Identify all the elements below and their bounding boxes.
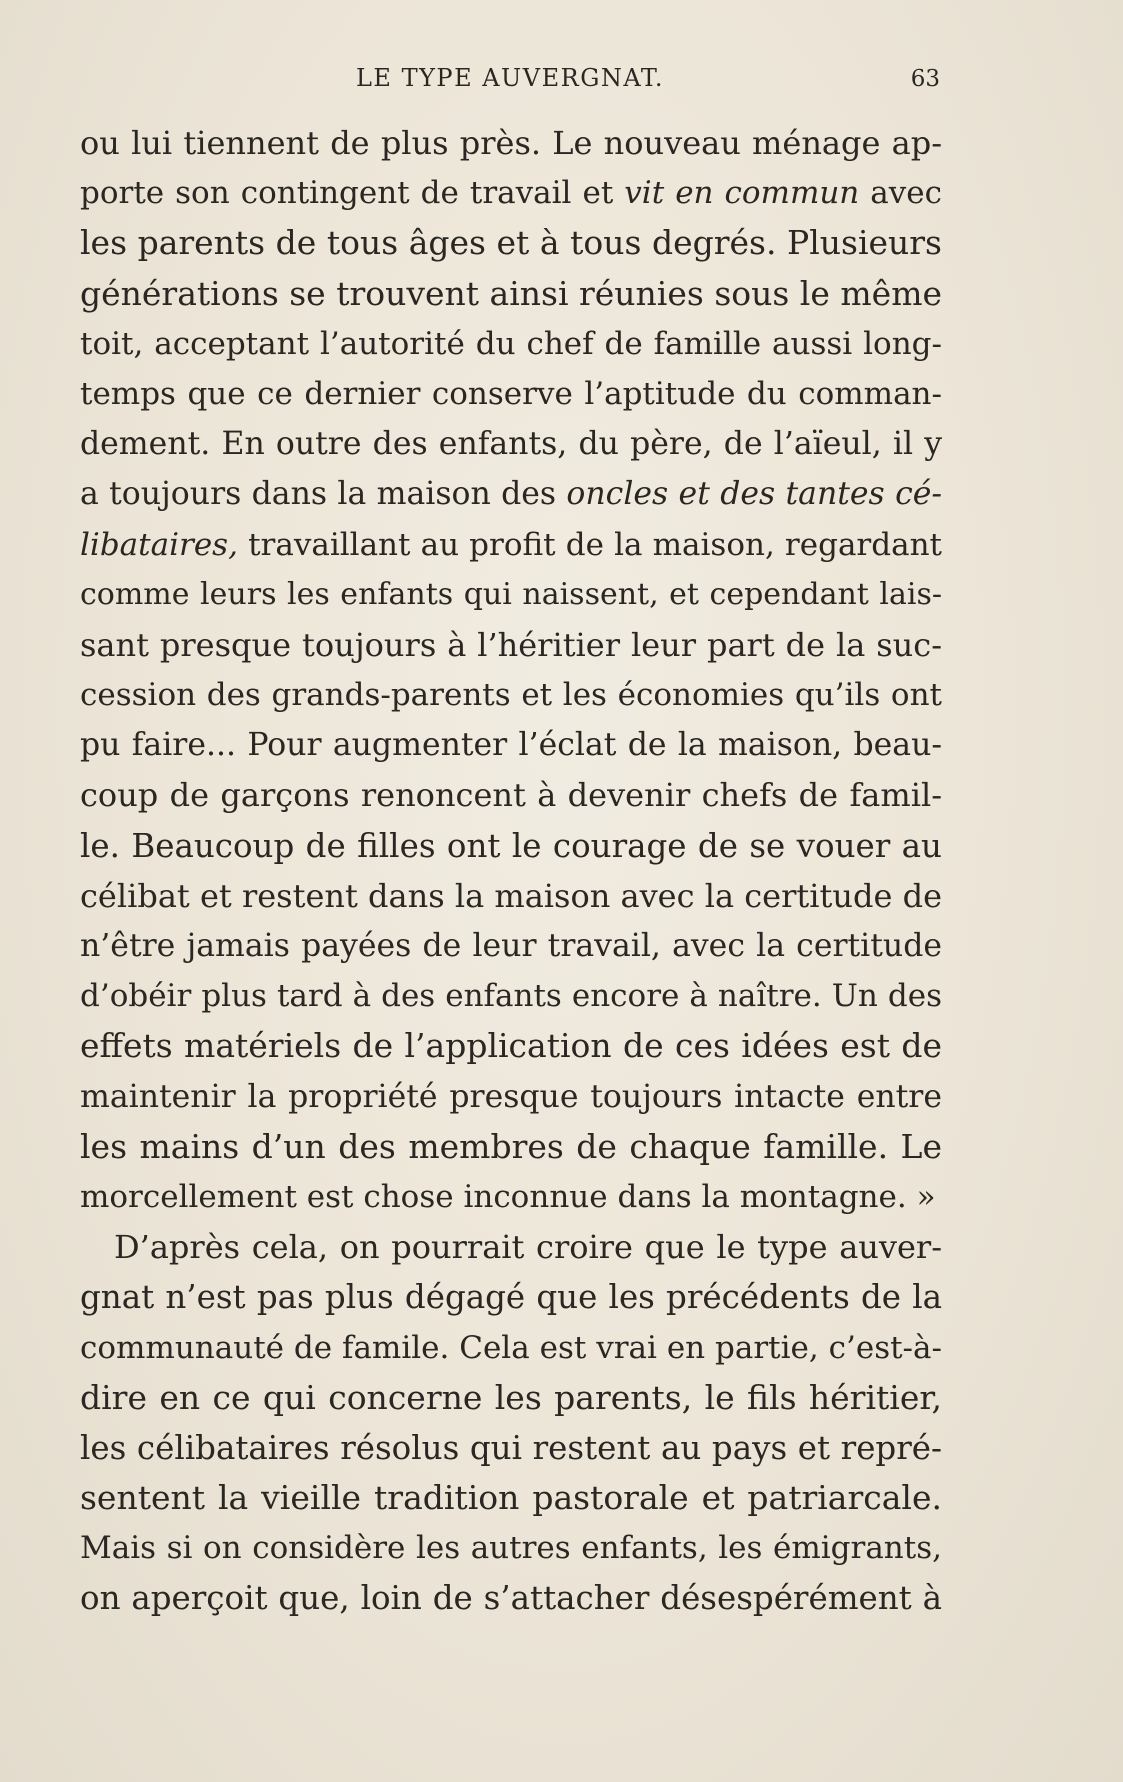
text-line: on aperçoit que, loin de s’attacher désespérément à — [80, 1579, 942, 1618]
text-line: les mains d’un des membres de chaque famille. Le — [80, 1126, 942, 1166]
text-line: d’obéir plus tard à des enfants encore à naître. Un des — [80, 978, 942, 1015]
page-number: 63 — [910, 66, 940, 92]
text-line: effets matériels de l’application de ces idées est de — [80, 1026, 942, 1066]
text-line: maintenir la propriété presque toujours intacte entre — [80, 1078, 942, 1115]
text-line: pu faire... Pour augmenter l’éclat de la maison, beau- — [80, 727, 942, 764]
text-line: les célibataires résolus qui restent au pays et repré- — [80, 1428, 942, 1467]
body-text — [80, 118, 942, 1624]
text-line: n’être jamais payées de leur travail, avec la certitude — [80, 928, 942, 964]
text-line: morcellement est chose inconnue dans la montagne. » — [80, 1178, 936, 1215]
text-line: temps que ce dernier conserve l’aptitude du comman- — [80, 375, 942, 412]
text-run: a toujours dans la maison des — [80, 476, 567, 513]
italic-phrase: vit en commun — [624, 175, 860, 212]
italic-phrase: libataires, — [80, 526, 238, 563]
text-line: générations se trouvent ainsi réunies sous le même — [80, 273, 943, 313]
text-line: sentent la vieille tradition pastorale et patriarcale. — [80, 1478, 942, 1518]
text-line: gnat n’est pas plus dégagé que les précédents de la — [80, 1278, 942, 1317]
text-line — [80, 168, 942, 218]
text-run: porte son contingent de travail et — [80, 175, 625, 212]
text-line: sant presque toujours à l’héritier leur part de la suc- — [80, 625, 942, 664]
paragraph — [80, 1222, 942, 1624]
text-line: comme leurs les enfants qui naissent, et cependant lais- — [80, 576, 942, 612]
italic-phrase: oncles et des tantes cé- — [566, 476, 943, 513]
running-head — [80, 60, 940, 100]
text-line: cession des grands-parents et les économies qu’ils ont — [80, 677, 942, 714]
paragraph-continuation — [80, 118, 942, 1222]
text-line: toit, acceptant l’autorité du chef de famille aussi long- — [80, 325, 942, 362]
text-line: célibat et restent dans la maison avec la certitude de — [80, 876, 942, 915]
text-line: le. Beaucoup de filles ont le courage de se vouer au — [80, 826, 942, 865]
text-line: dement. En outre des enfants, du père, de l’aïeul, il y — [80, 426, 942, 463]
text-line — [80, 520, 942, 570]
text-line: communauté de famile. Cela est vrai en partie, c’est-à- — [80, 1329, 942, 1366]
text-line: ou lui tiennent de plus près. Le nouveau ménage ap- — [80, 124, 942, 162]
text-run: avec — [859, 175, 943, 212]
text-line: Mais si on considère les autres enfants, les émigrants, — [80, 1530, 942, 1567]
text-line: coup de garçons renoncent à devenir chefs de famil- — [80, 776, 942, 815]
text-line: D’après cela, on pourrait croire que le type auver- — [114, 1228, 942, 1267]
text-run: travaillant au profit de la maison, regardant — [237, 526, 942, 563]
text-line — [80, 469, 942, 519]
running-title: LE TYPE AUVERGNAT. — [355, 64, 664, 92]
text-line: les parents de tous âges et à tous degrés. Plusieurs — [80, 223, 942, 263]
text-line: dire en ce qui concerne les parents, le fils héritier, — [80, 1377, 942, 1417]
